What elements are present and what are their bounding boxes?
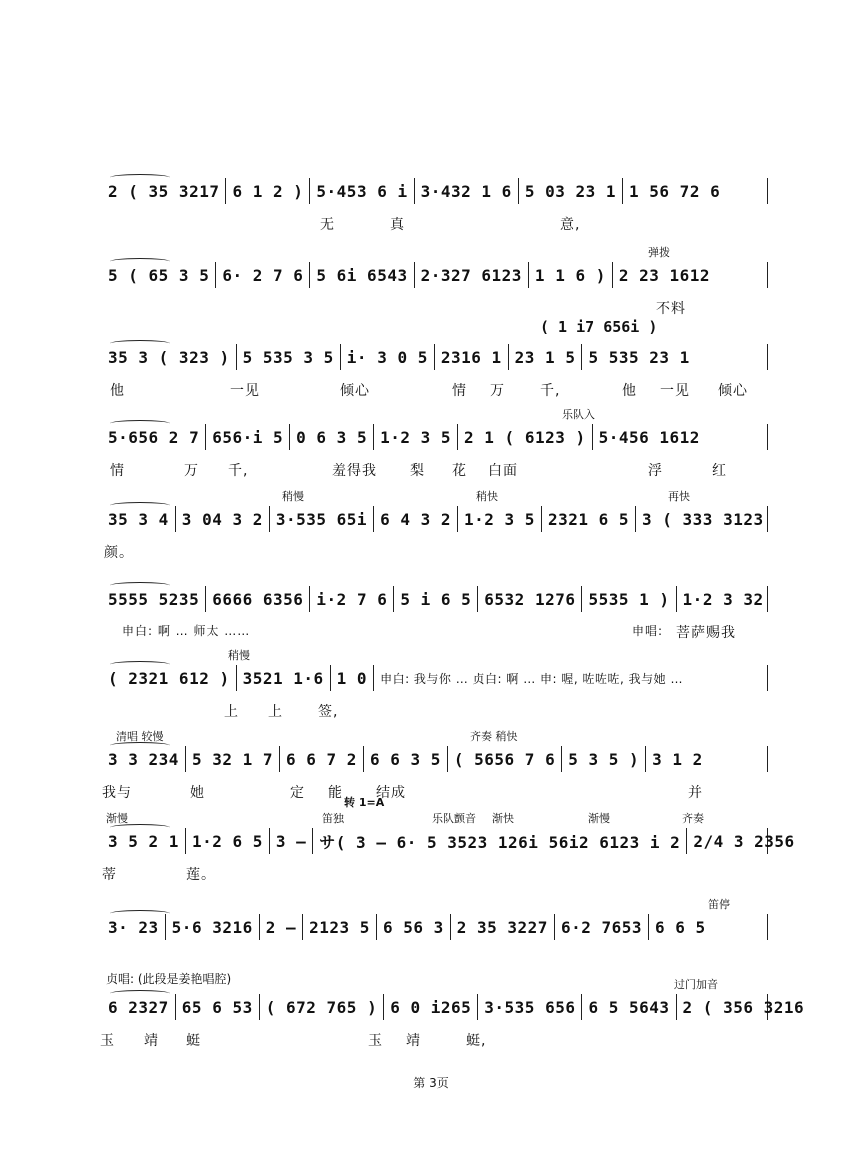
measure: 6 6 5 <box>648 914 712 940</box>
measure: 656·i 5 <box>205 424 289 450</box>
measure: 5 03 23 1 <box>518 178 622 204</box>
measure: ( 5656 7 6 <box>447 746 561 772</box>
lyric-word: 结成 <box>376 785 406 801</box>
lyric-word: 倾心 <box>718 383 748 399</box>
measure: 5·453 6 i <box>309 178 413 204</box>
measure: 65 6 53 <box>175 994 259 1020</box>
measure: 1·2 3 5 <box>457 506 541 532</box>
measure: 1 1 6 ) <box>528 262 612 288</box>
lyric-word: 情 <box>110 463 125 479</box>
lyric-word: 真 <box>390 217 405 233</box>
tempo-annotation: 齐奏 稍快 <box>470 730 518 743</box>
notation-row <box>100 424 768 450</box>
measure: 35 3 4 <box>108 509 169 529</box>
slur-mark <box>110 910 170 917</box>
notation-row <box>100 994 805 1020</box>
measure: 0 6 3 5 <box>289 424 373 450</box>
lyrics-line <box>100 782 768 802</box>
lyric-word: 玉 <box>368 1033 383 1049</box>
lyric-word: 蜓 <box>186 1033 201 1049</box>
tempo-annotation: 过门加音 <box>674 978 718 991</box>
lyrics-line <box>100 950 768 970</box>
lyric-word: 上 <box>268 704 283 720</box>
measure: 6· 2 7 6 <box>215 262 309 288</box>
measure: i·2 7 6 <box>309 586 393 612</box>
lyric-word: 千, <box>228 463 249 479</box>
lyric-word: 万 <box>184 463 199 479</box>
tempo-annotation: 渐慢 <box>106 812 128 825</box>
lyric-word: 能 <box>328 785 343 801</box>
slur-mark <box>110 582 170 589</box>
slur-mark <box>110 990 170 997</box>
measure: 6 1 2 ) <box>225 178 309 204</box>
lyrics-line <box>100 380 768 400</box>
measure: 3 3 234 <box>108 749 179 769</box>
tempo-annotation: 渐快 <box>492 812 514 825</box>
measure: 6 6 7 2 <box>279 746 363 772</box>
lyric-word: 倾心 <box>340 383 370 399</box>
slur-mark <box>110 258 170 265</box>
lyric-word: 定 <box>290 785 305 801</box>
measure: 2 1 ( 6123 ) <box>457 424 592 450</box>
score-system-r5 <box>100 490 768 576</box>
notation-row <box>100 178 768 204</box>
spoken-dialogue: 申白: 我与你 … 贞白: 啊 … 申: 喔, 咗咗咗, 我与她 … <box>373 665 767 691</box>
measure: 3·535 656 <box>477 994 581 1020</box>
lyric-word: 并 <box>688 785 703 801</box>
slur-mark <box>110 340 170 347</box>
lyric-word: 玉 <box>100 1033 115 1049</box>
lyric-word: 她 <box>190 785 205 801</box>
score-system-r11 <box>100 972 805 1064</box>
lyric-word: 上 <box>224 704 239 720</box>
measure: 2321 6 5 <box>541 506 635 532</box>
lyric-word: 千, <box>540 383 561 399</box>
page-number: 第 3页 <box>413 1076 449 1090</box>
lyric-word: 签, <box>318 704 339 720</box>
lyric-word: 我与 <box>102 785 132 801</box>
measure: 6666 6356 <box>205 586 309 612</box>
slur-mark <box>110 420 170 427</box>
lyric-word: 他 <box>622 383 637 399</box>
score-system-r9 <box>100 796 795 898</box>
measure: 1·2 3 5 <box>373 424 457 450</box>
key-change: 转 1=A <box>344 796 385 809</box>
measure: 5 3 5 ) <box>561 746 645 772</box>
tempo-annotation: 稍慢 <box>282 490 304 503</box>
measure: 5 6i 6543 <box>309 262 413 288</box>
measure: 2 – <box>259 914 302 940</box>
score-system-r3 <box>100 318 768 414</box>
score-system-r7 <box>100 649 768 735</box>
measure: 2 35 3227 <box>450 914 554 940</box>
measure: 2316 1 <box>434 344 508 370</box>
measure: 3 04 3 2 <box>175 506 269 532</box>
tempo-annotation: 稍慢 <box>228 649 250 662</box>
lyric-word: 无 <box>320 217 335 233</box>
measure: ( 672 765 ) <box>259 994 383 1020</box>
lyrics-line <box>100 542 768 562</box>
measure: 3521 1·6 <box>236 665 330 691</box>
lyric-word: 一见 <box>230 383 260 399</box>
notation-row <box>100 344 768 370</box>
lyrics-line <box>100 460 768 480</box>
ornament-line: ( 1 i7 656i ) <box>540 318 658 336</box>
lyrics-line <box>100 298 768 318</box>
measure: 3 ( 333 3123 <box>635 506 770 532</box>
measure: 3· 23 <box>108 917 159 937</box>
tempo-annotation: 笛独 <box>322 812 344 825</box>
lyrics-line <box>100 701 768 721</box>
slur-mark <box>110 502 170 509</box>
lyrics-line <box>100 214 768 234</box>
measure: 6 2327 <box>108 997 169 1017</box>
measure: 5·456 1612 <box>592 424 706 450</box>
slur-mark <box>110 661 170 668</box>
lyric-word: 颜。 <box>104 545 134 561</box>
measure: 5 i 6 5 <box>393 586 477 612</box>
spoken-line: 申唱: <box>632 624 664 638</box>
measure: 6·2 7653 <box>554 914 648 940</box>
lyric-word: 白面 <box>488 463 518 479</box>
measure: 5535 1 ) <box>581 586 675 612</box>
lyric-word: 不料 <box>656 301 686 317</box>
measure: 1·2 3 32 <box>676 586 770 612</box>
tempo-annotation: 齐奏 <box>682 812 704 825</box>
measure: 1 0 <box>330 665 373 691</box>
lyrics-line <box>100 1030 768 1050</box>
measure: ( 2321 612 ) <box>108 668 230 688</box>
notation-row <box>100 665 768 691</box>
score-system-r6 <box>100 586 768 656</box>
measure: 1·2 6 5 <box>185 828 269 854</box>
measure: 5 535 3 5 <box>236 344 340 370</box>
measure: 6 56 3 <box>376 914 450 940</box>
lyric-word: 靖 <box>406 1033 421 1049</box>
measure: 3 1 2 <box>645 746 709 772</box>
lyric-word: 蒂 <box>102 867 117 883</box>
lyric-word: 梨 <box>410 463 425 479</box>
tempo-annotation: 弹拨 <box>648 246 670 259</box>
measure: 6 5 5643 <box>581 994 675 1020</box>
notation-row <box>100 914 768 940</box>
measure: 3 5 2 1 <box>108 831 179 851</box>
lyric-word: 红 <box>712 463 727 479</box>
tempo-annotation: 笛停 <box>708 898 730 911</box>
measure: 2 ( 35 3217 <box>108 181 220 201</box>
measure: 2·327 6123 <box>414 262 528 288</box>
tempo-annotation: 渐慢 <box>588 812 610 825</box>
measure: 6 6 3 5 <box>363 746 447 772</box>
measure: 2/4 3 2356 <box>686 828 800 854</box>
notation-row <box>100 746 768 772</box>
score-system-r1 <box>100 178 768 248</box>
measure: 5 32 1 7 <box>185 746 279 772</box>
notation-row <box>100 262 768 288</box>
measure: 5·6 3216 <box>165 914 259 940</box>
slur-mark <box>110 824 170 831</box>
lyric-word: 菩萨赐我 <box>676 625 736 641</box>
measure: 5 535 23 1 <box>581 344 695 370</box>
measure: 3 – <box>269 828 312 854</box>
score-system-r8 <box>100 730 768 816</box>
section-header: 贞唱: (此段是姜艳唱腔) <box>106 972 232 986</box>
lyrics-line <box>100 864 768 884</box>
measure: 1 56 72 6 <box>622 178 726 204</box>
lyric-word: 他 <box>110 383 125 399</box>
lyric-word: 莲。 <box>186 867 216 883</box>
score-system-r4 <box>100 408 768 494</box>
measure: 5·656 2 7 <box>108 427 200 447</box>
measure: 3·535 65i <box>269 506 373 532</box>
measure: 6 0 i265 <box>383 994 477 1020</box>
measure: i· 3 0 5 <box>340 344 434 370</box>
lyric-word: 花 <box>452 463 467 479</box>
measure: 3·432 1 6 <box>414 178 518 204</box>
measure: 5555 5235 <box>108 589 200 609</box>
measure: 35 3 ( 323 ) <box>108 347 230 367</box>
lyric-word: 万 <box>490 383 505 399</box>
measure: 2 23 1612 <box>612 262 716 288</box>
tempo-annotation: 再快 <box>668 490 690 503</box>
measure: サ( 3 – 6· 5 3523 126i 56i2 6123 i 2 <box>312 828 686 854</box>
lyric-word: 蜓, <box>466 1033 487 1049</box>
tempo-annotation: 乐队颤音 <box>432 812 476 825</box>
lyric-word: 一见 <box>660 383 690 399</box>
lyrics-line <box>100 622 768 642</box>
lyric-word: 情 <box>452 383 467 399</box>
notation-row <box>100 828 795 854</box>
measure: 2123 5 <box>302 914 376 940</box>
notation-row <box>100 586 768 612</box>
tempo-annotation: 清唱 较慢 <box>116 730 164 743</box>
slur-mark <box>110 174 170 181</box>
measure: 5 ( 65 3 5 <box>108 265 210 285</box>
notation-row <box>100 506 768 532</box>
lyric-word: 浮 <box>648 463 663 479</box>
measure: 2 ( 356 3216 <box>676 994 811 1020</box>
lyric-word: 靖 <box>144 1033 159 1049</box>
lyric-word: 意, <box>560 217 581 233</box>
slur-mark <box>110 742 170 749</box>
measure: 6 4 3 2 <box>373 506 457 532</box>
measure: 23 1 5 <box>508 344 582 370</box>
lyric-word: 羞得我 <box>332 463 377 479</box>
score-system-r2 <box>100 246 768 332</box>
measure: 6532 1276 <box>477 586 581 612</box>
tempo-annotation: 稍快 <box>476 490 498 503</box>
spoken-line: 申白: 啊 … 师太 …… <box>122 624 251 638</box>
tempo-annotation: 乐队入 <box>562 408 595 421</box>
